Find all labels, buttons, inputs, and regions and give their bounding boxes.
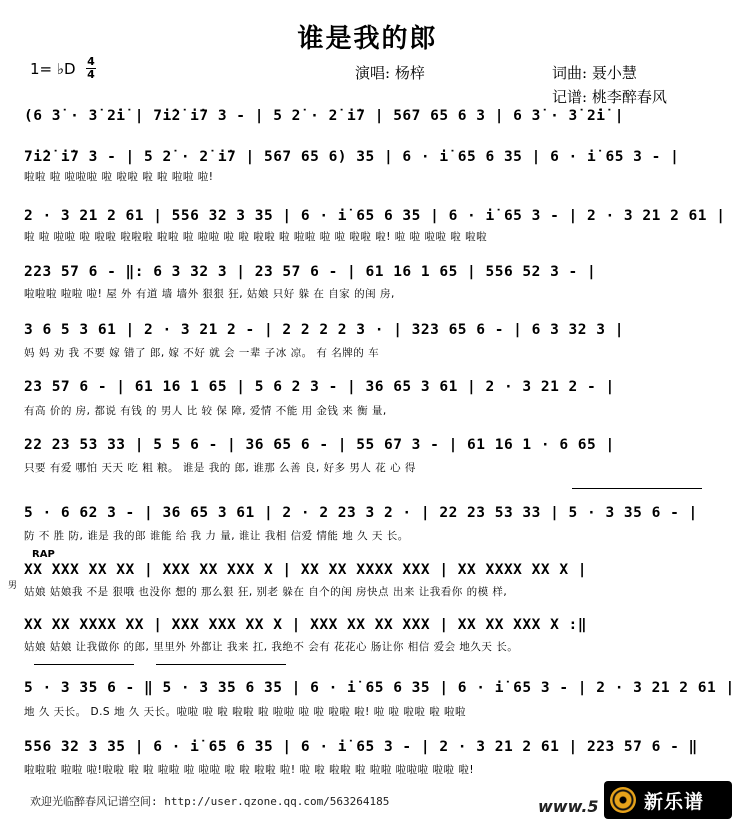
score-row-6: 23 57 6 - | 61 16 1 65 | 5 6 2 3 - | 36 65 3 61 | 2 · 3 21 2 - | — [24, 379, 615, 395]
lyrics-row-7: 只要 有爱 哪怕 天天 吃 粗 粮。 谁是 我的 郎, 谁那 么善 良, 好多 男人 花 心 得 — [24, 462, 416, 474]
score-row-8: 5 · 6 62 3 - | 36 65 3 61 | 2 · 2 23 3 2 · | 22 23 53 33 | 5 · 3 35 6 - | — [24, 505, 698, 521]
site-logo — [604, 781, 732, 819]
singer-credit: 演唱: 杨梓 — [355, 64, 425, 82]
lyrics-row-12: 啦啦啦 啦啦 啦!啦啦 啦 啦 啦啦 啦 啦啦 啦 啦 啦啦 啦! 啦 啦 啦啦 啦 啦啦 啦啦啦 啦啦 啦! — [24, 764, 475, 776]
lyrics-row-8: 防 不 胜 防, 谁是 我的郎 谁能 给 我 力 量, 谁让 我相 信爱 情能 地 久 天 长。 — [24, 530, 409, 542]
lyrics-row-6: 有高 价的 房, 都说 有钱 的 男人 比 较 保 障, 爱情 不能 用 金钱 来 衡 量, — [24, 405, 387, 417]
transcriber-credit: 记谱: 桃李醉春风 — [552, 88, 667, 106]
score-row-2: 7i̇2̇ i̇7 3 - | 5 2̇ · 2̇ i̇7 | 567 65 6) 35 | 6 · i̇ 65 6 35 | 6 · i̇ 65 3 - | — [24, 149, 680, 165]
meter-top: 4 — [87, 55, 95, 68]
score-row-5: 3 6 5 3 61 | 2 · 3 21 2 - | 2 2 2 2 3 · | 323 65 6 - | 6 3 32 3 | — [24, 322, 624, 338]
lyrics-row-5: 妈 妈 劝 我 不要 嫁 错了 郎, 嫁 不好 就 会 一辈 子冰 凉。 有 名牌的 车 — [24, 347, 380, 359]
lyrics-row-4: 啦啦啦 啦啦 啦! 屋 外 有道 墙 墙外 狠狠 狂, 姑娘 只好 躲 在 自家 的闺 房, — [24, 288, 395, 300]
logo-label: 新乐谱 — [644, 790, 705, 813]
score-row-4: 223 57 6 - ‖: 6 3 32 3 | 23 57 6 - | 61 16 1 65 | 556 52 3 - | — [24, 264, 597, 280]
composer-credit: 词曲: 聂小慧 — [552, 64, 637, 82]
record-disc-icon — [610, 787, 636, 813]
lyrics-row-11: 地 久 天长。 D.S 地 久 天长。啦啦 啦 啦 啦啦 啦 啦啦 啦 啦 啦啦 啦! 啦 啦 啦啦 啦 啦啦 — [24, 706, 467, 718]
volta-bracket-2 — [34, 664, 134, 665]
male-part-mark: 男 — [8, 581, 18, 591]
score-row-11: 5 · 3 35 6 - ‖ 5 · 3 35 6 35 | 6 · i̇ 65 6 35 | 6 · i̇ 65 3 - | 2 · 3 21 2 61 | — [24, 680, 735, 696]
key-signature: 1= ♭D — [30, 60, 76, 78]
time-signature — [86, 56, 96, 81]
meter-bottom: 4 — [87, 68, 95, 81]
lyrics-row-10: 姑娘 姑娘 让我做你 的郎, 里里外 外都让 我来 扛, 我绝不 会有 花花心 肠让你 相信 爱会 地久天 长。 — [24, 641, 519, 653]
score-row-7: 22 23 53 33 | 5 5 6 - | 36 65 6 - | 55 67 3 - | 61 16 1 · 6 65 | — [24, 437, 615, 453]
score-row-9: XX XXX XX XX | XXX XX XXX X | XX XX XXXX XXX | XX XXXX XX X | — [24, 562, 588, 578]
volta-bracket-3 — [156, 664, 286, 665]
footer-welcome: 欢迎光临醉春风记谱空间: http://user.qzone.qq.com/563264185 — [30, 795, 390, 808]
lyrics-row-3: 啦 啦 啦啦 啦 啦啦 啦啦啦 啦啦 啦 啦啦 啦 啦 啦啦 啦 啦啦 啦 啦 啦啦 啦! 啦 啦 啦啦 啦 啦啦 — [24, 231, 488, 243]
rap-label: RAP — [32, 549, 55, 560]
score-row-12: 556 32 3 35 | 6 · i̇ 65 6 35 | 6 · i̇ 65 3 - | 2 · 3 21 2 61 | 223 57 6 - ‖ — [24, 739, 698, 755]
watermark-url: www.5 — [538, 797, 599, 816]
lyrics-row-2: 啦啦 啦 啦啦啦 啦 啦啦 啦 啦 啦啦 啦! — [24, 171, 214, 183]
score-row-1: (6 3̇ · 3̇ 2̇i̇ | 7i̇2̇ i̇7 3 - | 5 2̇ · 2̇ i̇7 | 567 65 6 3 | 6 3̇ · 3̇ 2̇i̇ | — [24, 108, 624, 124]
lyrics-row-9: 姑娘 姑娘我 不是 狠哦 也没你 想的 那么狠 狂, 别老 躲在 自个的闺 房快点 出来 让我看你 的模 样, — [24, 586, 508, 598]
volta-bracket-1 — [572, 488, 702, 489]
score-row-10: XX XX XXXX XX | XXX XXX XX X | XXX XX XX XXX | XX XX XXX X :‖ — [24, 617, 588, 633]
page-title: 谁是我的郎 — [297, 24, 438, 54]
score-row-3: 2 · 3 21 2 61 | 556 32 3 35 | 6 · i̇ 65 6 35 | 6 · i̇ 65 3 - | 2 · 3 21 2 61 | — [24, 208, 726, 224]
